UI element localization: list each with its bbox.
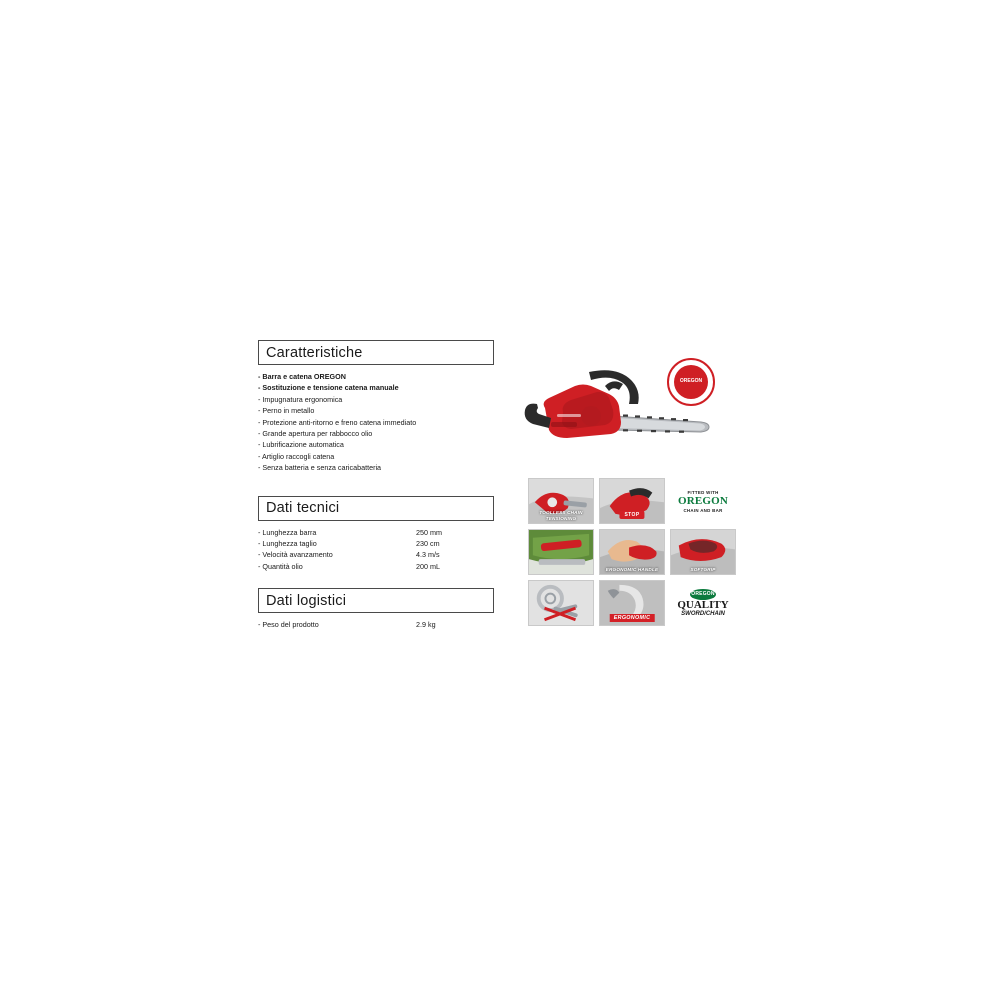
oregon-mark: OREGON bbox=[690, 589, 716, 600]
product-photo bbox=[505, 352, 735, 467]
logistics-section-header bbox=[258, 588, 494, 613]
row-value: 230 cm bbox=[416, 539, 440, 549]
list-item: - Perno in metallo bbox=[258, 406, 315, 416]
stop-badge: STOP bbox=[619, 511, 644, 519]
list-item: - Artiglio raccogli catena bbox=[258, 451, 335, 461]
table-row bbox=[258, 538, 494, 549]
row-value: 200 mL bbox=[416, 561, 440, 571]
row-label: - Lunghezza taglio bbox=[258, 539, 317, 549]
feature-softgrip bbox=[670, 529, 736, 575]
feature-no-tools-needed bbox=[528, 580, 594, 626]
feature-toolless-chain-tensioning bbox=[528, 478, 594, 524]
feature-chain-brake-stop bbox=[599, 478, 665, 524]
list-item: - Sostituzione e tensione catena manuale bbox=[258, 383, 399, 393]
list-item: - Grande apertura per rabbocco olio bbox=[258, 429, 373, 439]
row-label: - Quantità olio bbox=[258, 561, 303, 571]
logistics-section-title: Dati logistici bbox=[266, 592, 347, 609]
oregon-chain-badge-inner bbox=[674, 365, 708, 399]
chain-and-bar-label: CHAIN AND BAR bbox=[683, 507, 723, 513]
fitted-with-label: FITTED WITH bbox=[687, 489, 719, 495]
feature-row bbox=[528, 580, 736, 626]
features-section-title: Caratteristiche bbox=[266, 344, 363, 361]
oregon-chain-badge bbox=[667, 358, 715, 406]
oregon-chain-badge-label: OREGON bbox=[679, 378, 703, 385]
specification-column bbox=[258, 340, 494, 631]
feature-fitted-with-oregon bbox=[670, 478, 736, 524]
features-list bbox=[258, 371, 494, 474]
feature-oregon-quality bbox=[670, 580, 736, 626]
table-row bbox=[258, 561, 494, 572]
feature-ergonomic bbox=[599, 580, 665, 626]
quality-subtitle: SWORD/CHAIN bbox=[681, 610, 725, 617]
row-value: 4.3 m/s bbox=[416, 550, 440, 560]
feature-icon-grid bbox=[528, 478, 736, 631]
feature-caption: SOFTGRIP bbox=[690, 566, 716, 572]
feature-caption: TOOLLESS CHAIN TENSIONING bbox=[539, 510, 583, 521]
row-label: - Velocità avanzamento bbox=[258, 550, 333, 560]
feature-row bbox=[528, 529, 736, 575]
feature-caption: ERGONOMIC HANDLE bbox=[605, 566, 659, 572]
feature-ergonomic-handle bbox=[599, 529, 665, 575]
row-value: 250 mm bbox=[416, 527, 442, 537]
no-tools-photo bbox=[529, 581, 593, 626]
oregon-wordmark: OREGON bbox=[677, 494, 729, 507]
row-label: - Lunghezza barra bbox=[258, 527, 317, 537]
technical-section-title: Dati tecnici bbox=[266, 500, 340, 517]
table-row bbox=[258, 527, 494, 538]
list-item: - Lubrificazione automatica bbox=[258, 440, 344, 450]
list-item: - Senza batteria e senza caricabatteria bbox=[258, 463, 382, 473]
table-row bbox=[258, 549, 494, 560]
technical-section-header bbox=[258, 496, 494, 521]
feature-row bbox=[528, 478, 736, 524]
logistics-data-table bbox=[258, 619, 494, 630]
list-item: - Barra e catena OREGON bbox=[258, 372, 346, 381]
table-row bbox=[258, 619, 494, 630]
list-item: - Impugnatura ergonomica bbox=[258, 394, 343, 404]
row-label: - Peso del prodotto bbox=[258, 620, 319, 630]
technical-data-table bbox=[258, 527, 494, 573]
ergonomic-tag: ERGONOMIC bbox=[610, 614, 655, 622]
chain-catcher-photo bbox=[529, 530, 593, 575]
row-value: 2.9 kg bbox=[416, 620, 436, 630]
feature-chain-catcher bbox=[528, 529, 594, 575]
list-item: - Protezione anti-ritorno e freno catena immediato bbox=[258, 417, 417, 427]
features-section-header bbox=[258, 340, 494, 365]
quality-title: QUALITY bbox=[677, 598, 729, 611]
